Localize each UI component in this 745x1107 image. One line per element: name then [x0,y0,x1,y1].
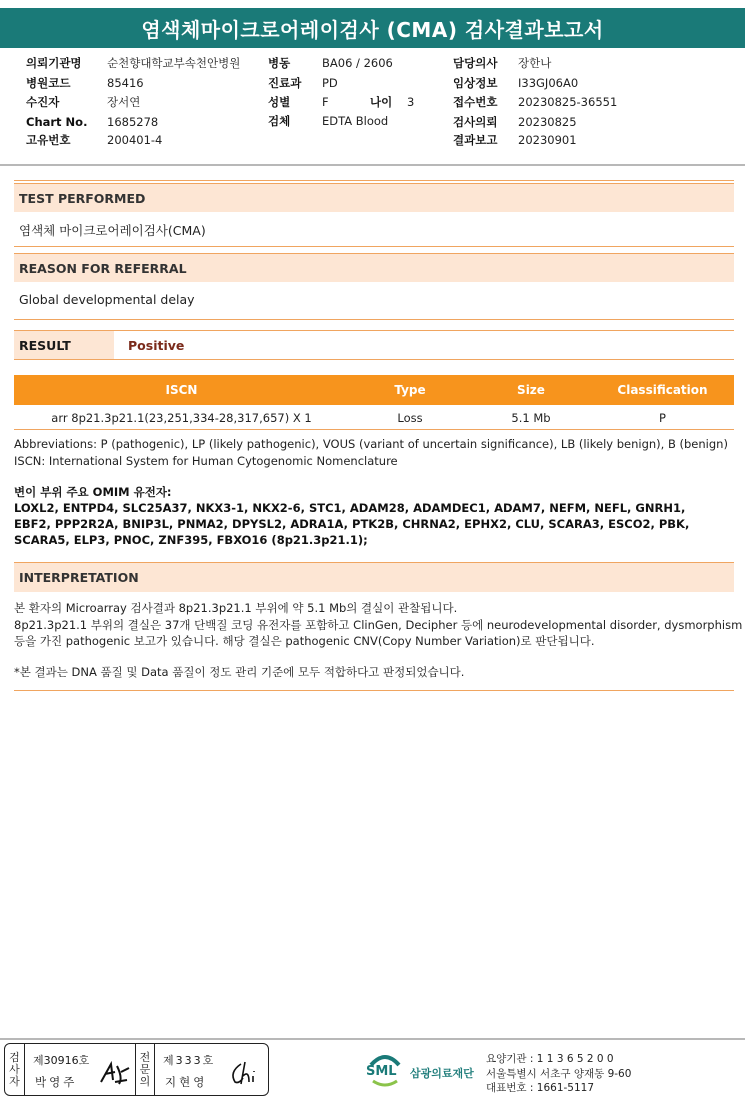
info-row [453,133,577,147]
interpretation-line: 등을 가진 pathogenic 보고가 있습니다. 해당 결실은 pathogenic CNV(Copy Number Variation)로 판단됩니다. [14,634,595,648]
divider [14,180,734,181]
interpretation-line: 본 환자의 Microarray 검사결과 8p21.3p21.1 부위에 약 5.1 Mb의 결실이 관찰됩니다. [14,601,458,615]
info-label: 수진자 [26,95,60,109]
age-label: 나이 [370,95,393,109]
examiner-label [5,1044,25,1095]
reason-value: Global developmental delay [19,292,195,307]
table-row [14,406,734,430]
org-phone: 대표번호 : 1661-5117 [486,1082,595,1094]
org-address: 서울특별시 서초구 양재동 9-60 [486,1068,632,1080]
age-value: 3 [407,95,415,109]
info-label: 임상정보 [453,76,498,90]
specialist-label [135,1044,155,1095]
col-classification: Classification [617,383,708,397]
info-label: 병원코드 [26,76,71,90]
info-label: 접수번호 [453,95,498,109]
quality-note: *본 결과는 DNA 품질 및 Data 품질이 정도 관리 기준에 모두 적합하다고 판정되었습니다. [14,665,465,679]
info-value: EDTA Blood [322,114,389,128]
cell-iscn: arr 8p21.3p21.1(23,251,334-28,317,657) X 1 [51,410,312,425]
abbreviations: Abbreviations: P (pathogenic), LP (likely pathogenic), VOUS (variant of uncertain significance), LB (likely benign), B (benign) [14,437,728,451]
info-row [453,115,577,129]
specialist-label-char: 문 [139,1062,151,1076]
info-value: 20230901 [518,133,577,147]
info-row [268,114,389,128]
org-code: 요양기관 : 1 1 3 6 5 2 0 0 [486,1053,614,1065]
info-row [453,76,579,90]
result-table-header [14,375,734,405]
result-value: Positive [128,337,185,353]
specialist-license-no: 제333호 [163,1054,216,1067]
sml-logo-text: SML [366,1064,397,1079]
result-row [14,330,734,360]
col-size: Size [517,383,545,397]
interpretation-heading: INTERPRETATION [14,562,734,592]
examiner-name: 박영주 [35,1075,78,1089]
col-type: Type [394,383,426,397]
info-value: PD [322,76,338,90]
info-value: BA06 / 2606 [322,56,393,70]
info-row [453,56,552,70]
examiner-label-char: 사 [9,1062,20,1076]
info-label: 결과보고 [453,133,498,147]
examiner-label-char: 자 [9,1074,20,1088]
interpretation-line: 8p21.3p21.1 부위의 결실은 37개 단백질 코딩 유전자를 포함하고 ClinGen, Decipher 등에 neurodevelopmental disorder, dysmorphism [14,618,743,632]
examiner-license-no: 제30916호 [33,1054,90,1067]
specialist-name: 지현영 [165,1075,208,1089]
info-label: 의뢰기관명 [26,56,82,70]
divider [14,319,734,320]
info-value: 순천향대학교부속천안병원 [107,56,241,70]
signature-box [4,1043,269,1096]
info-row [26,95,141,109]
info-row [26,133,163,147]
info-label: 담당의사 [453,56,498,70]
info-value: 20230825 [518,115,577,129]
info-row [26,115,159,129]
organization-name: 삼광의료재단 [410,1067,474,1080]
info-label: 고유번호 [26,133,71,147]
info-label: 성별 [268,95,291,109]
info-label: Chart No. [26,115,88,129]
omim-genes-list: LOXL2, ENTPD4, SLC25A37, NKX3-1, NKX2-6, STC1, ADAM28, ADAMDEC1, ADAM7, NEFM, NEFL, GNRH1, EBF2, PPP2R2A, BNIP3L, PNMA2, DPYSL2, ADRA1A, PTK2B, CHRNA2, EPHX2, CLU, SCARA3, ESCO2, PBK, SCARA5, ELP3, PNOC, ZNF395, FBXO16 (8p21.3p21.1); [14,501,690,547]
omim-genes-title: 변이 부위 주요 OMIM 유전자: [14,485,172,499]
info-label: 진료과 [268,76,302,90]
test-performed-value: 염색체 마이크로어레이검사(CMA) [19,223,206,238]
info-value: 장서연 [107,95,141,109]
info-value: 85416 [107,76,144,90]
divider [14,690,734,691]
divider [0,164,745,166]
info-value: 200401-4 [107,133,163,147]
info-row [453,95,618,109]
report-title: 염색체마이크로어레이검사 (CMA) 검사결과보고서 [0,8,745,48]
specialist-signature [227,1058,263,1088]
cell-classification: P [659,410,666,425]
examiner-label-char: 검 [9,1050,20,1064]
info-value: 장한나 [518,56,552,70]
test-performed-heading: TEST PERFORMED [14,183,734,212]
info-label: 검체 [268,114,291,128]
cell-type: Loss [397,410,423,425]
footer-divider [0,1038,745,1040]
iscn-definition: ISCN: International System for Human Cytogenomic Nomenclature [14,454,398,468]
col-iscn: ISCN [165,383,198,397]
info-label: 병동 [268,56,291,70]
info-row [26,56,241,70]
info-value: F [322,95,329,109]
info-row-age [370,95,415,109]
info-row [268,76,338,90]
examiner-signature [97,1058,131,1088]
cell-size: 5.1 Mb [511,410,551,425]
specialist-label-char: 의 [139,1074,151,1088]
result-label: RESULT [14,331,114,359]
info-row [268,56,393,70]
specialist-label-char: 전 [139,1050,151,1064]
info-row [268,95,329,109]
info-value: I33GJ06A0 [518,76,579,90]
reason-heading: REASON FOR REFERRAL [14,253,734,282]
info-label: 검사의뢰 [453,115,498,129]
info-row [26,76,144,90]
info-value: 20230825-36551 [518,95,618,109]
divider [14,246,734,247]
info-value: 1685278 [107,115,159,129]
